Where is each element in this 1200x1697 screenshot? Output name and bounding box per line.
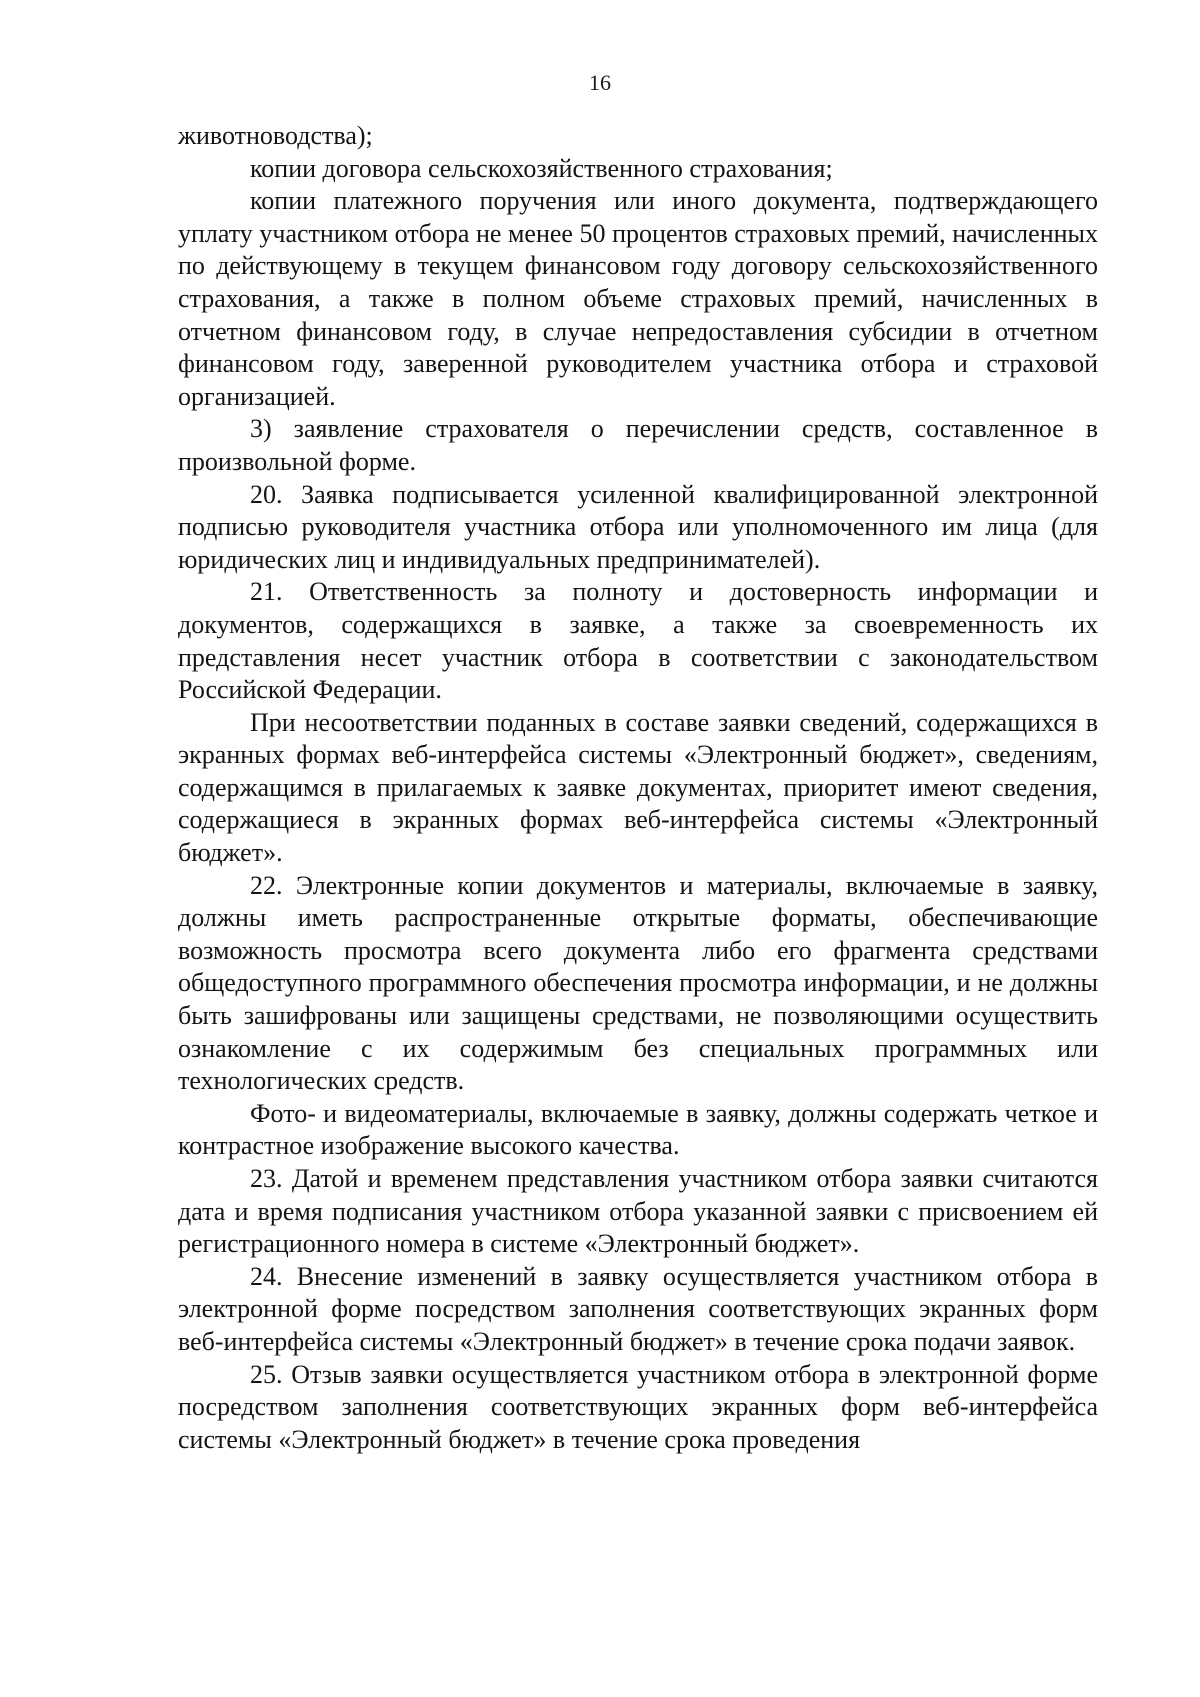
paragraph-2: копии платежного поручения или иного документа, подтверждающего уплату участником отбора не менее 50 процентов страховых премий, начисленных по действующему в текущем финансовом году договору сельскохозяйственного страхования, а также в полном объеме страховых премий, начисленных в отчетном финансовом году, в случае непредоставления субсидии в отчетном финансовом году, заверенной руководителем участника отбора и страховой организацией. [178, 186, 1098, 411]
paragraph-3: 3) заявление страхователя о перечислении средств, составленное в произвольной форме. [178, 414, 1098, 476]
paragraph-9: 23. Датой и временем представления участником отбора заявки считаются дата и время подписания участником отбора указанной заявки с присвоением ей регистрационного номера в системе «Электронный бюджет». [178, 1164, 1098, 1259]
paragraph-5: 21. Ответственность за полноту и достоверность информации и документов, содержащихся в заявке, а также за своевременность их представления несет участник отбора в соответствии с законодательством Российской Федерации. [178, 577, 1098, 705]
paragraph-1: копии договора сельскохозяйственного страхования; [250, 153, 833, 183]
paragraph-6: При несоответствии поданных в составе заявки сведений, содержащихся в экранных формах веб-интерфейса системы «Электронный бюджет», сведениям, содержащимся в прилагаемых к заявке документах, приоритет имеют сведения, содержащиеся в экранных формах веб-интерфейса системы «Электронный бюджет». [178, 707, 1098, 868]
paragraph-10: 24. Внесение изменений в заявку осуществляется участником отбора в электронной форме посредством заполнения соответствующих экранных форм веб-интерфейса системы «Электронный бюджет» в течение срока подачи заявок. [178, 1261, 1098, 1356]
paragraph-11: 25. Отзыв заявки осуществляется участником отбора в электронной форме посредством заполнения соответствующих экранных форм веб-интерфейса системы «Электронный бюджет» в течение срока проведения [178, 1359, 1098, 1454]
page-number: 16 [589, 70, 611, 95]
document-body [178, 120, 1098, 1456]
paragraph-8: Фото- и видеоматериалы, включаемые в заявку, должны содержать четкое и контрастное изображение высокого качества. [178, 1098, 1098, 1161]
paragraph-7: 22. Электронные копии документов и материалы, включаемые в заявку, должны иметь распространенные открытые форматы, обеспечивающие возможность просмотра всего документа либо его фрагмента средствами общедоступного программного обеспечения просмотра информации, и не должны быть зашифрованы или защищены средствами, не позволяющими осуществить ознакомление с их содержимым без специальных программных или технологических средств. [178, 870, 1098, 1096]
paragraph-0: животноводства); [178, 121, 373, 150]
paragraph-4: 20. Заявка подписывается усиленной квалифицированной электронной подписью руководителя участника отбора или уполномоченного им лица (для юридических лиц и индивидуальных предпринимателей). [178, 479, 1098, 574]
